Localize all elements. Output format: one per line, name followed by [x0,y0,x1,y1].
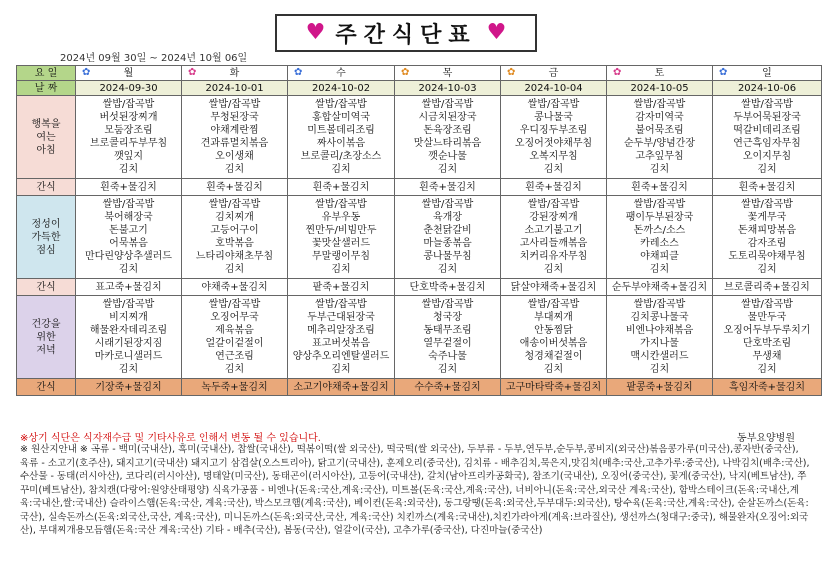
menu-item: 김치 [649,264,670,275]
menu-item: 돈육장조림 [423,125,472,136]
menu-item: 쌀밥/잡곡밥 [741,99,793,110]
snack-label: 간식 [17,279,76,296]
menu-item: 쌀밥/잡곡밥 [315,299,367,310]
lunch-menu-cell [76,196,182,279]
menu-item: 야채피클 [640,251,679,262]
menu-item: 김치 [649,164,670,175]
menu-item: 꽃맛살샐러드 [312,238,370,249]
menu-item: 두부근대된장국 [307,312,375,323]
date-cell: 2024-10-03 [395,81,501,96]
menu-item: 카레소스 [640,238,679,249]
day-name: 화 [229,67,240,79]
menu-item: 돈까스/소스 [633,225,686,236]
breakfast-menu-cell [182,96,288,179]
menu-item: 김치 [757,264,777,275]
snack-cell: 야채죽+물김치 [182,279,288,296]
menu-item: 김치 [331,364,351,375]
snack-cell: 흰죽+물김치 [288,179,395,196]
day-name: 목 [442,67,453,79]
breakfast-label [17,96,76,179]
menu-item: 김치 [331,164,351,175]
lunch-menu-cell [501,196,607,279]
flower-icon: ✿ [294,67,303,78]
lunch-menu-cell [713,196,822,279]
menu-period: 2024년 09월 30일 ~ 2024년 10월 06일 [60,53,248,64]
date-cell: 2024-09-30 [76,81,182,96]
menu-item: 마늘종볶음 [423,238,472,249]
menu-item: 김치 [757,364,777,375]
snack-cell: 수수죽+물김치 [395,379,501,396]
snack-cell: 브로콜리죽+물김치 [713,279,822,296]
menu-item: 춘천닭갈비 [423,225,472,236]
snack-cell: 흰죽+물김치 [501,179,607,196]
menu-item: 고추잎무침 [635,151,684,162]
day-header [713,66,822,81]
day-label: 요 일 [17,66,76,81]
snack-cell: 표고죽+물김치 [76,279,182,296]
date-cell: 2024-10-04 [501,81,607,96]
dinner-menu-cell [501,296,607,379]
menu-item: 쌀밥/잡곡밥 [527,299,580,310]
menu-item: 시래기된장지짐 [94,338,163,349]
menu-item: 미트볼데리조림 [307,125,375,136]
section-label-line: 건강을 [31,318,61,330]
flower-icon: ✿ [401,67,410,78]
section-label-line: 여는 [36,131,56,143]
hospital-name: 동부요양병원 [737,433,795,444]
menu-item: 김치찌개 [215,212,254,223]
menu-item: 쌀밥/잡곡밥 [315,199,367,210]
breakfast-menu-cell [395,96,501,179]
menu-item: 도토리묵야채무침 [728,251,806,262]
snack-cell: 흰죽+물김치 [182,179,288,196]
menu-item: 깻순나물 [428,151,467,162]
menu-item: 브로콜리/초장소스 [300,151,382,162]
section-label-line: 정성이 [31,218,61,230]
menu-item: 쌀밥/잡곡밥 [527,99,580,110]
menu-item: 동태무조림 [423,325,472,336]
snack-cell: 닭살야채죽+물김치 [501,279,607,296]
day-header [288,66,395,81]
snack-cell: 흰죽+물김치 [76,179,182,196]
section-label-line: 저녁 [36,344,56,356]
menu-item: 견과류멸치볶음 [200,138,269,149]
snack-cell: 단호박죽+물김치 [395,279,501,296]
menu-item: 우디징두부조림 [519,125,588,136]
menu-item: 오복지무침 [529,151,578,162]
menu-item: 비지찌개 [109,312,148,323]
menu-item: 쌀밥/잡곡밥 [421,99,474,110]
weekly-menu-table [16,65,822,396]
lunch-menu-cell [607,196,713,279]
day-header [182,66,288,81]
snack-label: 간식 [17,379,76,396]
heart-icon: ♥ [486,20,507,45]
menu-item: 김치 [118,364,139,375]
menu-item: 쌀밥/잡곡밥 [421,199,474,210]
heart-icon: ♥ [305,20,326,45]
menu-item: 시금치된장국 [418,112,477,123]
snack-cell: 흰죽+물김치 [713,179,822,196]
menu-item: 쌀밥/잡곡밥 [102,199,155,210]
menu-item: 오징어두부두루치기 [723,325,811,336]
menu-item: 강된장찌개 [529,212,578,223]
menu-item: 고등어구이 [210,225,259,236]
menu-item: 안동찜닭 [534,325,573,336]
section-label-line: 위한 [36,331,56,343]
section-label-line: 가득한 [31,231,61,243]
menu-item: 김치 [224,364,245,375]
menu-item: 쌀밥/잡곡밥 [102,99,155,110]
menu-item: 마카로니샐러드 [94,351,163,362]
menu-item: 얼갈이겉절이 [205,338,264,349]
day-name: 토 [654,67,665,79]
menu-item: 쌀밥/잡곡밥 [315,99,367,110]
menu-item: 유부우동 [321,212,361,223]
menu-item: 메추리알장조림 [307,325,375,336]
day-name: 월 [123,67,134,79]
menu-item: 감자조림 [747,238,787,249]
menu-item: 쌀밥/잡곡밥 [208,299,261,310]
menu-item: 쌀밥/잡곡밥 [633,99,686,110]
menu-item: 육개장 [433,212,462,223]
menu-item: 느타리야채초무침 [195,251,274,262]
dinner-menu-cell [395,296,501,379]
flower-icon: ✿ [507,67,516,78]
date-cell: 2024-10-06 [713,81,822,96]
menu-item: 김치 [543,264,564,275]
snack-cell: 팥콩죽+물김치 [607,379,713,396]
day-header [501,66,607,81]
flower-icon: ✿ [82,67,91,78]
menu-item: 애송이버섯볶음 [519,338,588,349]
menu-item: 김치 [649,364,670,375]
breakfast-menu-cell [501,96,607,179]
menu-item: 쌀밥/잡곡밥 [741,199,793,210]
menu-item: 비엔나야채볶음 [625,325,694,336]
menu-item: 제육볶음 [215,325,254,336]
dinner-menu-cell [607,296,713,379]
menu-item: 쌀밥/잡곡밥 [421,299,474,310]
day-name: 금 [548,67,559,79]
menu-item: 김치 [331,264,351,275]
menu-item: 감자미역국 [635,112,684,123]
menu-item: 청국장 [433,312,462,323]
day-header [76,66,182,81]
menu-item: 맥시칸샐러드 [630,351,689,362]
breakfast-menu-cell [713,96,822,179]
breakfast-menu-cell [288,96,395,179]
menu-item: 치커리유자무침 [519,251,588,262]
menu-item: 열무겉절이 [423,338,472,349]
day-name: 일 [762,67,772,79]
menu-item: 해물완자데리조림 [89,325,168,336]
lunch-menu-cell [182,196,288,279]
menu-item: 물만두국 [747,312,787,323]
menu-item: 맛살느타리볶음 [413,138,482,149]
menu-item: 쌀밥/잡곡밥 [527,199,580,210]
flower-icon: ✿ [613,67,622,78]
section-label-line: 행복을 [31,118,61,130]
flower-icon: ✿ [719,67,728,78]
lunch-menu-cell [288,196,395,279]
menu-item: 돈채피망볶음 [738,225,796,236]
menu-item: 북어해장국 [104,212,153,223]
flower-icon: ✿ [188,67,197,78]
menu-change-notice: ※상기 식단은 식자재수급 및 기타사유로 인해서 변동 될 수 있습니다. [20,433,321,444]
menu-item: 쌀밥/잡곡밥 [633,199,686,210]
snack-cell: 팥죽+물김치 [288,279,395,296]
menu-item: 소고기불고기 [524,225,583,236]
menu-item: 무말랭이무침 [312,251,370,262]
menu-item: 김치콩나물국 [630,312,689,323]
date-cell: 2024-10-01 [182,81,288,96]
snack-cell: 흰죽+물김치 [395,179,501,196]
dinner-menu-cell [76,296,182,379]
menu-item: 단호박조림 [742,338,792,349]
menu-item: 연근흑임자무침 [733,138,801,149]
menu-item: 오징어무국 [210,312,259,323]
menu-item: 야채계란찜 [210,125,259,136]
menu-item: 모둠장조림 [104,125,153,136]
snack-cell: 소고기야채죽+물김치 [288,379,395,396]
menu-item: 짜사이볶음 [316,138,366,149]
section-label-line: 점심 [36,244,56,256]
snack-label: 간식 [17,179,76,196]
dinner-menu-cell [288,296,395,379]
dinner-menu-cell [182,296,288,379]
menu-item: 표고버섯볶음 [312,338,370,349]
snack-cell: 고구마타락죽+물김치 [501,379,607,396]
menu-item: 깻잎지 [114,151,143,162]
snack-cell: 기장죽+물김치 [76,379,182,396]
snack-cell: 흑임자죽+물김치 [713,379,822,396]
menu-item: 돈불고기 [109,225,148,236]
section-label-line: 아침 [36,144,56,156]
menu-item: 무생채 [752,351,782,362]
menu-item: 쌀밥/잡곡밥 [741,299,793,310]
menu-item: 김치 [224,264,245,275]
snack-cell: 순두부야채죽+물김치 [607,279,713,296]
snack-cell: 흰죽+물김치 [607,179,713,196]
menu-item: 김치 [118,264,139,275]
breakfast-menu-cell [607,96,713,179]
menu-item: 콩나물무침 [423,251,472,262]
menu-item: 두부어묵된장국 [733,112,801,123]
menu-item: 홍합살미역국 [312,112,370,123]
menu-item: 만다린양상추샐러드 [85,251,172,262]
menu-item: 고사리들깨볶음 [519,238,588,249]
date-cell: 2024-10-05 [607,81,713,96]
menu-item: 오이생채 [215,151,254,162]
page-title: 주간식단표 [335,22,477,48]
menu-item: 쌀밥/잡곡밥 [208,199,261,210]
menu-item: 어묵볶음 [109,238,148,249]
menu-item: 떡갈비데리조림 [733,125,801,136]
menu-item: 김치 [224,164,245,175]
menu-item: 순두부/양념간장 [624,138,695,149]
menu-item: 쌀밥/잡곡밥 [208,99,261,110]
menu-item: 쌀밥/잡곡밥 [102,299,155,310]
menu-item: 버섯된장찌개 [99,112,158,123]
dinner-menu-cell [713,296,822,379]
date-label: 날 짜 [17,81,76,96]
menu-item: 김치 [437,264,458,275]
menu-item: 호박볶음 [215,238,254,249]
menu-item: 김치 [437,164,458,175]
menu-item: 오징어젓야채무침 [514,138,593,149]
snack-cell: 녹두죽+물김치 [182,379,288,396]
dinner-label [17,296,76,379]
menu-item: 연근조림 [215,351,254,362]
menu-item: 김치 [757,164,777,175]
day-name: 수 [336,67,346,79]
menu-item: 김치 [543,164,564,175]
menu-item: 불어묵조림 [635,125,684,136]
origin-info: ※ 원산지안내 ※ 곡류 - 백미(국내산), 흑미(국내산), 찹쌀(국내산), 떡볶이떡(쌀 외국산), 떡국떡(쌀 외국산), 두부류 - 두부,연두부,순두부,콩비지(외국산)볶음콩가루(미국산),콩자반(중국산), 육류 - 소고기(호주산), 돼지고기(국내산) 돼지고기 삼겹살(오스트리아), 닭고기(국내산), 훈제오리(중국산), 김치류 - 배추김치,묵은지,맛김치(배추:국산,고추가루:중국산), 나박김치(배추:국산), 수산물 - 동태(러시아산), 코다리(러시아산), 명태알(미국산), 동태곤이(러시아산), 고등어(국내산), 갈치(남아프리카공화국), 참조기(국내산), 오징어(중국산), 꽃게(중국산), 낙지(베트남산), 쭈꾸미(베트남산), 참치캔(다랑어:원양산태평양) 식육가공품 - 비엔나(돈육:국산,계육:국산), 미트볼(돈육:국산,계육:국산), 너비아니(돈육:국산,외국산 계육:국산), 함박스테이크(돈육:국내산,계육:국내산,쌀:국내산) 슬라이스햄(돈육:국산, 계육:국산), 박스모크햄(계육:국산), 베이컨(돈육:외국산), 동그랑땡(돈육:외국산,두부대두:외국산), 탕수육(돈육:국산,계육:국산), 순살돈까스(돈육:국산), 실속돈까스(돈육:외국산,국산, 계육:국산), 미니돈까스(돈육:외국산,국산, 계육:국산) 치킨까스(계육:국내산),치킨가라아게(계육:브라질산), 생선까스(청대구:중국), 해물완자(오징어:외국산), 부대찌개용모듬햄(돈육:국산 계육:국산) 기타 - 배추(국산), 봄동(국산), 얼갈이(국산), 고추가루(중국산), 다진마늘(중국산) [20,444,810,536]
menu-item: 오이지무침 [742,151,792,162]
menu-item: 무청된장국 [210,112,259,123]
lunch-menu-cell [395,196,501,279]
date-cell: 2024-10-02 [288,81,395,96]
menu-item: 브로콜리두부무침 [89,138,168,149]
title-box [275,14,537,52]
lunch-label [17,196,76,279]
menu-item: 청경채겉절이 [524,351,583,362]
menu-item: 콩나물국 [534,112,573,123]
menu-item: 찐만두/비빔만두 [305,225,377,236]
menu-item: 팽이두부된장국 [625,212,694,223]
menu-item: 김치 [437,364,458,375]
menu-item: 김치 [118,164,139,175]
day-header [395,66,501,81]
menu-item: 김치 [543,364,564,375]
day-header [607,66,713,81]
breakfast-menu-cell [76,96,182,179]
menu-item: 숙주나물 [428,351,467,362]
menu-item: 쌀밥/잡곡밥 [633,299,686,310]
menu-item: 양상추오리엔탈샐러드 [292,351,390,362]
menu-item: 부대찌개 [534,312,573,323]
menu-item: 가지나물 [640,338,679,349]
menu-item: 꽃게무국 [747,212,787,223]
